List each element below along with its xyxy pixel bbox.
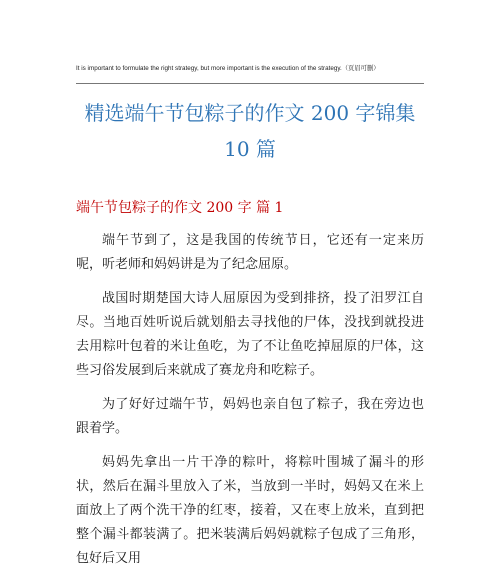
- section-heading: 端午节包粽子的作文 200 字 篇 1: [76, 200, 284, 216]
- body-text: [76, 229, 424, 581]
- paragraph: 为了好好过端午节，妈妈也亲自包了粽子，我在旁边也跟着学。: [76, 397, 424, 436]
- header-divider: [76, 83, 424, 84]
- paragraph: 妈妈先拿出一片干净的粽叶，将粽叶围城了漏斗的形状，然后在漏斗里放入了米，当放到一半时，妈妈又在米上面放上了两个洗干净的红枣，接着，又在枣上放米，直到把整个漏斗都装满了。把米装满后妈妈就粽子包成了三角形，包好后又用: [76, 455, 424, 566]
- paragraph: 战国时期楚国大诗人屈原因为受到排挤，投了汨罗江自尽。当地百姓听说后就划船去寻找他的尸体，没找到就投进去用粽叶包着的米让鱼吃，为了不让鱼吃掉屈原的尸体，这些习俗发展到后来就成了赛龙舟和吃粽子。: [76, 291, 424, 378]
- paragraph: 端午节到了，这是我国的传统节日，它还有一定来历呢，听老师和妈妈讲是为了纪念屈原。: [76, 233, 424, 272]
- running-header: It is important to formulate the right strategy, but more important is the execution of the strategy.（页眉可删）: [76, 65, 380, 72]
- document-title: 精选端午节包粽子的作文 200 字锦集 10 篇: [84, 101, 416, 161]
